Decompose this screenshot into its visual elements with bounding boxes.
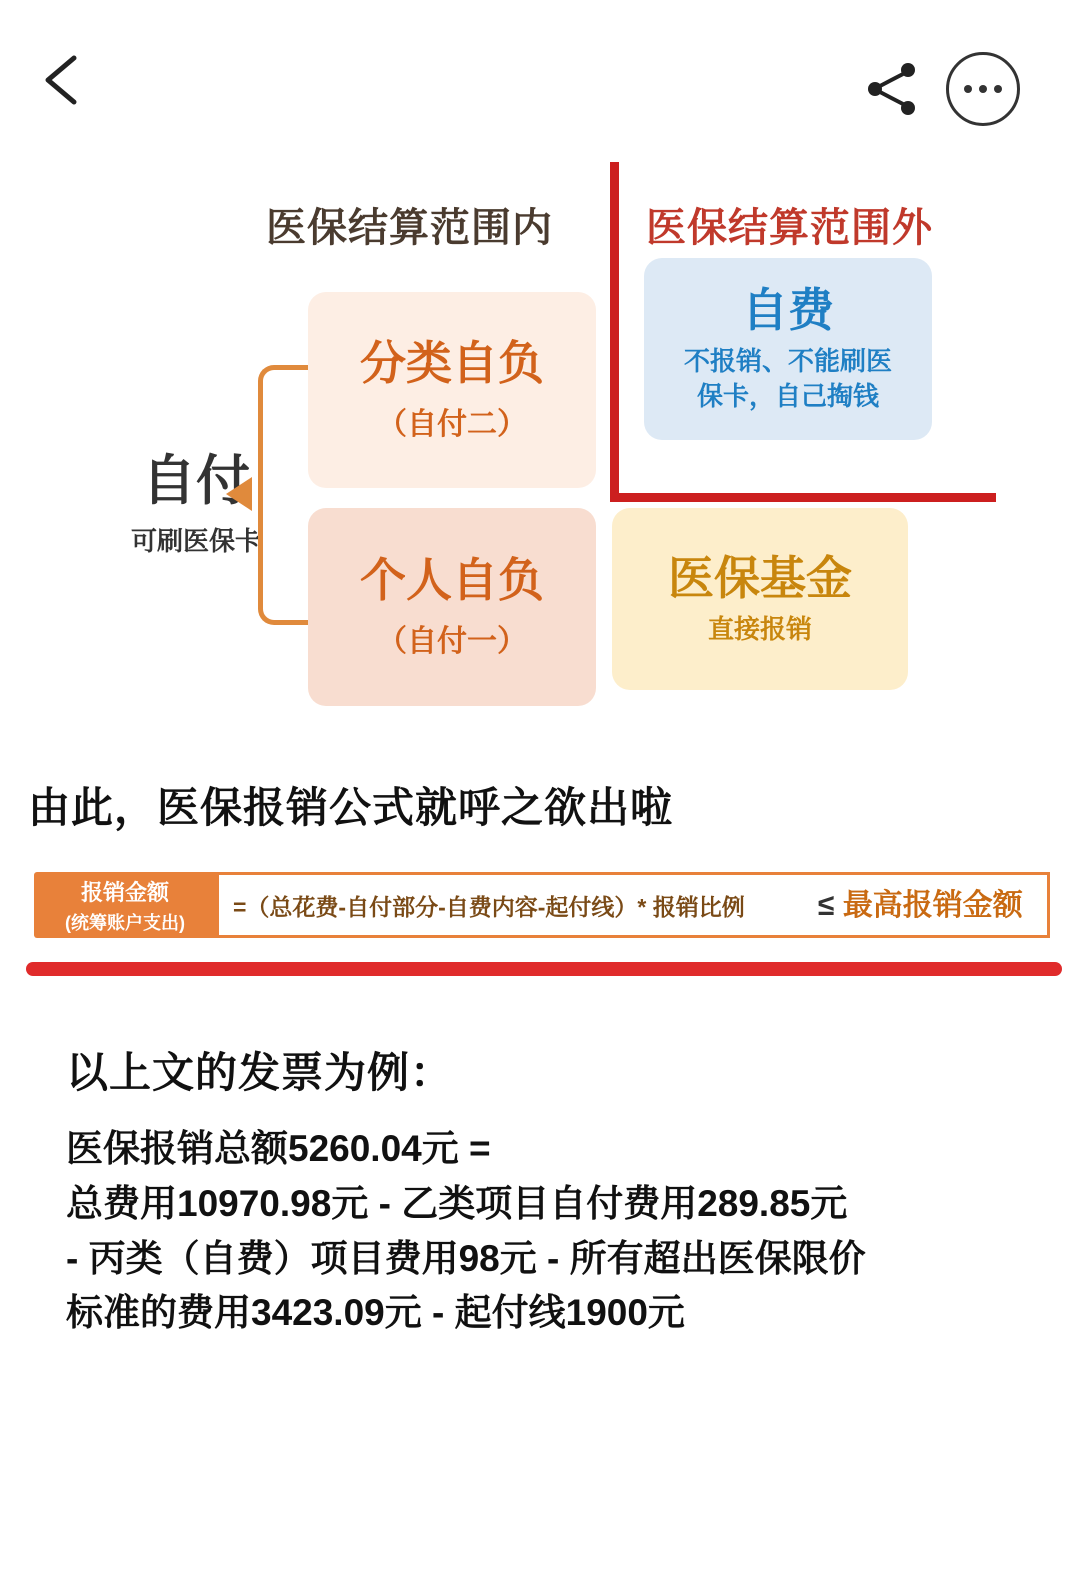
top-navigation-bar: [0, 0, 1086, 152]
divider-vertical: [610, 162, 619, 502]
back-button[interactable]: [38, 50, 90, 110]
insurance-scope-diagram: [0, 150, 1086, 740]
example-title: 以上文的发票为例：: [66, 1049, 454, 1096]
card-jijin-title: 医保基金: [668, 551, 852, 604]
more-dots-icon: [964, 85, 1002, 93]
card-fenlei-title: 分类自负: [360, 336, 544, 389]
divider-horizontal: [610, 493, 996, 502]
example-line-4: 标准的费用3423.09元 - 起付线1900元: [66, 1292, 685, 1334]
card-geren-title: 个人自负: [360, 553, 544, 606]
example-body: [66, 1122, 1026, 1341]
formula-operator: ≤: [818, 889, 835, 922]
section-divider-rule: [26, 962, 1062, 976]
formula-expression: =（总花费-自付部分-自费内容-起付线）* 报销比例: [216, 872, 1050, 938]
card-jijin-sub: 直接报销: [707, 613, 812, 644]
card-yibao-jijin: [612, 508, 908, 690]
card-zifei-title: 自费: [742, 283, 834, 336]
self-pay-subtitle: 可刷医保卡: [130, 526, 261, 556]
formula-badge: [34, 872, 216, 938]
card-fenlei-zifu: [308, 292, 596, 488]
card-zifei: [644, 258, 932, 440]
formula-limit-label: 最高报销金额: [842, 889, 1023, 922]
example-line-2: 总费用10970.98元 - 乙类项目自付费用289.85元: [66, 1182, 848, 1224]
bracket-arrow-icon: [226, 477, 252, 511]
example-line-3: - 丙类（自费）项目费用98元 - 所有超出医保限价: [66, 1237, 866, 1279]
card-fenlei-sub: （自付二）: [377, 408, 527, 442]
formula-badge-line2: (统筹账户支出): [65, 912, 185, 933]
diagram-header-outside: 医保结算范围外: [646, 206, 933, 250]
group-bracket: [258, 365, 310, 625]
card-geren-zifu: [308, 508, 596, 706]
chevron-left-icon: [38, 50, 90, 110]
card-zifei-sub-line2: 保卡，自己掏钱: [696, 381, 879, 412]
example-line-1: 医保报销总额5260.04元 =: [66, 1128, 491, 1169]
diagram-header-inside: 医保结算范围内: [266, 206, 553, 250]
share-icon: [862, 58, 924, 120]
card-zifei-sub-line1: 不报销、不能刷医: [683, 345, 892, 376]
share-button[interactable]: [862, 58, 924, 120]
more-options-button[interactable]: [946, 52, 1020, 126]
formula-badge-line1: 报销金额: [80, 879, 169, 905]
formula-limit-group: [818, 880, 1023, 924]
self-pay-title: 自付: [142, 451, 250, 511]
section-heading-formula: 由此，医保报销公式就呼之欲出啦: [28, 784, 674, 831]
card-geren-sub: （自付一）: [377, 625, 527, 659]
